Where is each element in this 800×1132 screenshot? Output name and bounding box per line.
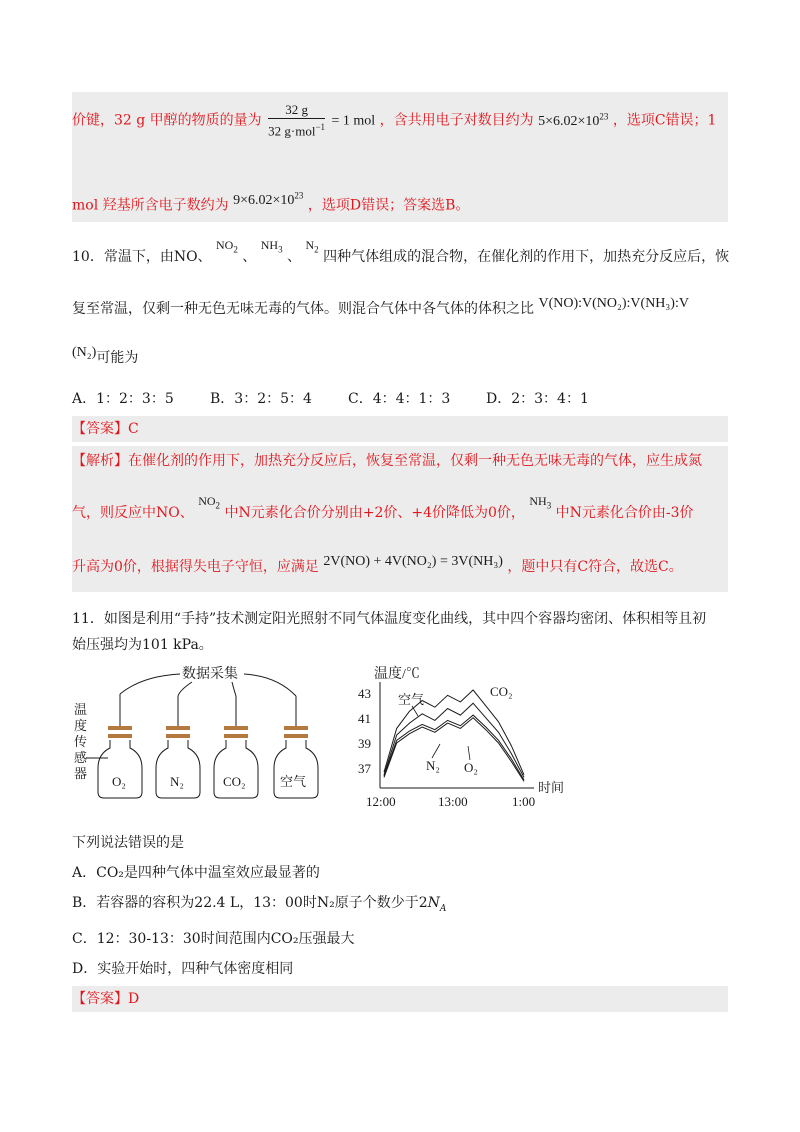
curve-label-n2: N₂ <box>426 758 440 774</box>
no2-formula: $NO_2$ <box>216 238 238 255</box>
electron-count-formula <box>233 190 304 208</box>
nh3-formula: $NH_3$ <box>260 238 283 255</box>
avogadro-symbol: N <box>427 895 440 912</box>
fraction-denominator <box>268 119 325 139</box>
q10-expl-text-2a: 气，则反应中NO、 <box>72 505 194 522</box>
moles-fraction <box>268 102 325 139</box>
electron-count-exp: 23 <box>294 190 304 200</box>
sep: 、 <box>287 249 302 265</box>
nh3-text: NH <box>260 238 279 252</box>
explanation-tag: 【解析】 <box>72 453 128 470</box>
series-line-1 <box>384 704 524 778</box>
pair-count-base: 5×6.02×10 <box>538 113 600 129</box>
q10-stem-a: 10．常温下，由NO、 <box>72 249 212 265</box>
prev-expl-text: 价键，32 g 甲醇的物质的量为 <box>72 112 262 129</box>
fraction-numerator: 32 g <box>268 102 325 119</box>
q11-figure <box>72 660 728 830</box>
answer-tag: 【答案】 <box>72 991 128 1008</box>
chart-x-label: 时间 <box>538 780 565 796</box>
apparatus-and-chart <box>72 660 728 830</box>
q11-answer: D <box>128 991 140 1008</box>
sensor-char: 温 <box>74 702 88 718</box>
avogadro-sub: A <box>439 904 447 915</box>
q10-expl-line-3 <box>72 556 683 579</box>
n2-text: N <box>305 238 315 252</box>
sep: 、 <box>242 249 257 265</box>
curve-label-co2: CO₂ <box>490 684 513 700</box>
prev-expl-text-b: ，含共用电子对数目约为 <box>379 112 534 129</box>
q10-stem-d: 可能为 <box>96 350 139 367</box>
y-tick-label: 41 <box>358 711 371 727</box>
q10-expl-text-2c: 中N元素化合价由-3价 <box>555 505 694 522</box>
x-tick-label: 12:00 <box>366 794 396 810</box>
q10-stem-c: 复至常温，仅剩一种无色无味无毒的气体。则混合气体中各气体的体积之比 <box>72 301 534 318</box>
sensor-char: 度 <box>74 718 88 734</box>
q11-option-d: D．实验开始时，四种气体密度相同 <box>72 961 294 978</box>
q11-stem-line-2: 始压强均为101 kPa。 <box>72 637 213 654</box>
collect-label: 数据采集 <box>182 667 238 683</box>
q10-line-2 <box>72 298 728 321</box>
bottle-label: CO₂ <box>223 774 246 790</box>
pair-count-formula <box>538 111 609 129</box>
q10-expl-line-1 <box>72 450 702 472</box>
q10-line-3 <box>72 347 728 370</box>
q10-line-1 <box>72 238 730 272</box>
q10-expl-text-3a: 升高为0价，根据得失电子守恒，应满足 <box>72 559 319 576</box>
q10-expl-text-1: 在催化剂的作用下，加热充分反应后，恢复至常温，仅剩一种无色无味无毒的气体，应生成氮 <box>128 453 702 470</box>
q11-answer-block <box>72 986 728 1012</box>
q10-answer: C <box>128 421 139 438</box>
no2-formula: $NO_2$ <box>198 494 221 511</box>
n2-volume: (N₂) <box>72 345 97 361</box>
prev-expl-line-2 <box>72 190 469 218</box>
volume-ratio-formula: V(NO):V(NO₂):V(NH₃):V <box>538 296 689 312</box>
chart-y-label: 温度/℃ <box>374 667 420 683</box>
q10-stem-b: 四种气体组成的混合物，在催化剂的作用下，加热充分反应后，恢 <box>323 249 730 265</box>
no2-text: NO <box>198 494 216 509</box>
sensor-char: 器 <box>74 766 88 782</box>
curve-label-air: 空气 <box>398 692 425 708</box>
y-tick-label: 39 <box>358 736 371 752</box>
pair-count-exp: 23 <box>599 111 609 122</box>
q10-expl-text-3b: ，题中只有C符合，故选C。 <box>507 559 683 576</box>
n2-formula: $N_2$ <box>305 238 319 255</box>
sensor-char: 感 <box>74 750 88 766</box>
nh3-formula: $NH_3$ <box>529 494 552 511</box>
document-page <box>72 92 728 1012</box>
prev-explanation-block <box>72 92 728 222</box>
x-tick-label: 13:00 <box>438 794 468 810</box>
answer-tag: 【答案】 <box>72 421 128 438</box>
y-tick-label: 37 <box>358 761 371 777</box>
bottle-label: N₂ <box>170 774 184 790</box>
y-tick-label: 43 <box>358 686 371 702</box>
nh3-text: NH <box>529 494 547 509</box>
q10-answer-block <box>72 416 728 442</box>
sensor-char: 传 <box>74 734 88 750</box>
fraction-result: = 1 mol <box>331 113 376 129</box>
q10-answer-line <box>72 418 728 440</box>
no2-text: NO <box>216 238 234 252</box>
q11-prompt: 下列说法错误的是 <box>72 835 184 852</box>
q10-options <box>72 388 728 410</box>
q11-answer-line <box>72 988 728 1010</box>
apparatus-diagram <box>74 665 318 798</box>
bottle-label: O₂ <box>112 774 126 790</box>
bottle-air <box>274 696 318 798</box>
electron-count-base: 9×6.02×10 <box>233 192 295 208</box>
prev-expl-text-e: ，选项D错误；答案选B。 <box>307 197 470 214</box>
q11-option-b <box>72 892 728 920</box>
x-tick-label: 1:00 <box>512 794 536 810</box>
q10-option-a: A．1：2：3：5 <box>72 391 174 408</box>
q11-option-a: A．CO₂是四种气体中温室效应最显著的 <box>72 865 320 882</box>
electron-balance-formula: 2V(NO) + 4V(NO₂) = 3V(NH₃) <box>323 554 503 570</box>
series-line-2 <box>384 715 524 780</box>
q10-option-c: C．4：4：1：3 <box>348 391 451 408</box>
curve-label-o2: O₂ <box>464 760 478 776</box>
q10-expl-text-2b: 中N元素化合价分别由+2价、+4价降低为0价， <box>224 505 525 522</box>
sensor-label <box>74 702 87 781</box>
bottle-o2 <box>98 694 142 798</box>
q10-explanation-block <box>72 446 728 592</box>
bottle-co2 <box>214 696 258 798</box>
q10-expl-line-2 <box>72 494 694 528</box>
q10-option-b: B．3：2：5：4 <box>210 391 312 408</box>
prev-expl-line-1 <box>72 102 716 139</box>
q11-option-c: C．12：30-13：30时间范围内CO₂压强最大 <box>72 931 355 948</box>
q10-option-d: D．2：3：4：1 <box>486 391 589 408</box>
den-text: 32 g·mol <box>268 123 316 139</box>
q11-stem-line-1: 11．如图是利用“手持”技术测定阳光照射不同气体温度变化曲线，其中四个容器均密闭、体积相等且初 <box>72 611 707 628</box>
prev-expl-text-c: ，选项C错误；1 <box>612 112 717 129</box>
prev-expl-text-d: mol 羟基所含电子数约为 <box>72 197 229 214</box>
q11-option-b-text: B．若容器的容积为22.4 L，13：00时N₂原子个数少于2 <box>72 895 428 912</box>
den-exp: −1 <box>315 122 326 132</box>
bottle-label: 空气 <box>280 774 307 790</box>
temperature-chart <box>358 665 564 809</box>
bottle-n2 <box>156 696 200 798</box>
